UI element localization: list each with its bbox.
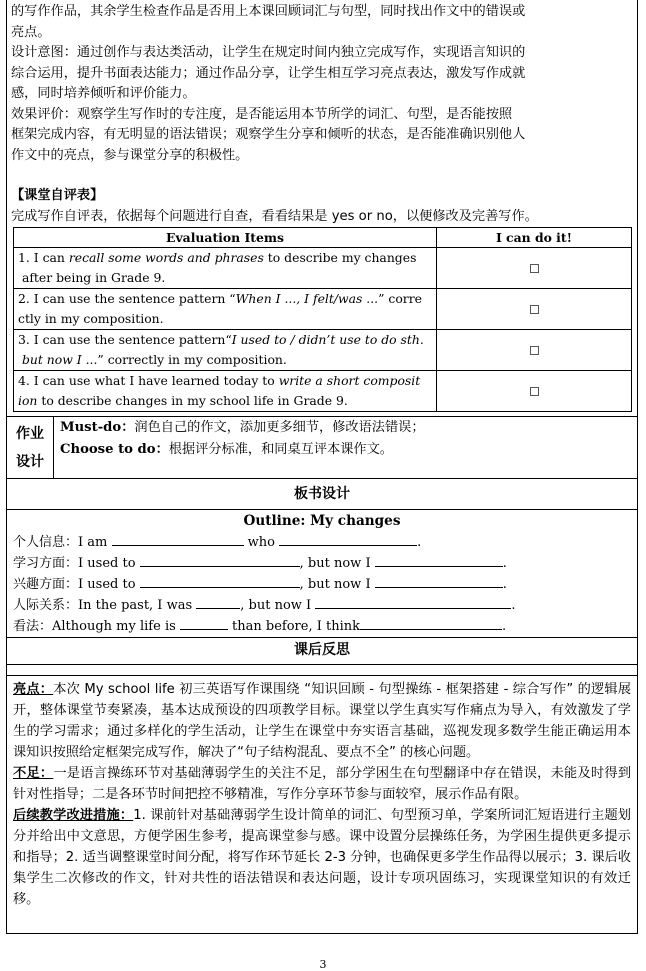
checkbox-icon[interactable] <box>530 305 539 314</box>
checkbox-icon[interactable] <box>530 346 539 355</box>
improvements-label: 后续教学改进措施： <box>13 808 134 823</box>
checkbox-cell-1[interactable] <box>437 248 632 289</box>
item-text: ” correctly in my composition. <box>97 352 287 367</box>
checkbox-cell-3[interactable] <box>437 330 632 371</box>
blank-field[interactable] <box>140 554 300 567</box>
reflection-highlights <box>13 679 631 763</box>
line-label: 看法： <box>13 619 53 634</box>
improvements-text: 1. 课前针对基础薄弱学生设计简单的词汇、句型预习单，学案所词汇短语进行主题划分并给出中文意思，方便学困生参考，提高课堂参与感。课中设置分层操练任务，为学困生提供更多提示和指导；2. 适当调整课堂时间分配，将写作环节延长 2-3 分钟，也确保更多学生作品得以展示；3. 课后收集学生二次修改的作文，针对共性的语法错误和表达问题，设计专项巩固练习，实现课堂知识的有效迁移。 <box>13 808 631 907</box>
highlights-label: 亮点： <box>13 682 54 697</box>
outline-line-personal: 个人信息：I am who . <box>13 535 422 550</box>
item-italic: write a short composit <box>278 373 421 388</box>
item-text: to describe my changes <box>263 250 417 265</box>
item-text: 1. I can <box>18 250 69 265</box>
reflection-title: 课后反思 <box>7 637 637 664</box>
item-text: after being in Grade 9. <box>21 270 166 285</box>
line-label: 兴趣方面： <box>13 577 79 592</box>
choose-to-do-text: 根据评分标准，和同桌互评本课作文。 <box>168 442 393 457</box>
line-text: , but now I <box>299 556 375 571</box>
item-italic: but now I ... <box>21 352 98 367</box>
item-italic: When I ..., I felt/was ... <box>235 291 379 306</box>
text-line: 感，同时培养倾听和评价能力。 <box>11 86 196 101</box>
text-line: 效果评价：观察学生写作时的专注度，是否能运用本节所学的词汇、句型，是否能按照 <box>11 106 513 122</box>
must-do-text: 润色自己的作文，添加更多细节，修改语法错误； <box>134 420 425 435</box>
blank-field[interactable] <box>360 617 502 630</box>
item-text: ctly in my composition. <box>18 311 164 326</box>
homework-label-line: 作业 <box>16 425 44 442</box>
eval-item-1 <box>14 248 437 289</box>
selfeval-title: 【课堂自评表】 <box>11 188 104 203</box>
item-text: to describe changes in my school life in Grade 9. <box>37 393 348 408</box>
item-italic: ion <box>18 393 38 408</box>
homework-label-line: 设计 <box>16 453 44 470</box>
blank-field[interactable] <box>315 596 511 609</box>
outline-line-opinion: 看法：Although my life is than before, I think . <box>13 619 507 634</box>
page-number: 3 <box>319 958 327 971</box>
item-text: ” corre <box>378 291 422 306</box>
eval-item-2 <box>14 289 437 330</box>
line-text: Although my life is <box>52 619 180 634</box>
line-text: I used to <box>78 556 140 571</box>
text-line: 框架完成内容，有无明显的语法错误；观察学生分享和倾听的状态，是否能准确识别他人 <box>11 127 526 142</box>
table-header-row <box>14 228 632 248</box>
eval-table-wrap <box>6 227 638 417</box>
reflection-body <box>7 675 637 933</box>
blank-field[interactable] <box>375 575 503 588</box>
board-section <box>6 479 638 934</box>
text-line: 亮点。 <box>11 24 51 40</box>
selfeval-instruction: 完成写作自评表，依据每个问题进行自查，看看结果是 yes or no，以便修改及完善写作。 <box>11 208 538 224</box>
outline-title: Outline: My changes <box>243 513 401 529</box>
activity-text <box>11 0 633 166</box>
highlights-text: 本次 My school life 初三英语写作课围绕 “知识回顾 - 句型操练 - 框架搭建 - 综合写作” 的逻辑展开，整体课堂节奏紧凑，基本达成预设的四项教学目标。课堂以学生真实写作痛点为导入，有效激发了学生的学习需求；通过多样化的学生活动，让学生在课堂中夯实语言基础，巡视发现多数学生能正确运用本课知识按照给定框架完成写作，解决了“句子结构混乱、要点不全” 的核心问题。 <box>13 682 632 760</box>
blank-field[interactable] <box>375 554 503 567</box>
table-row <box>14 248 632 289</box>
choose-to-do-label: Choose to do： <box>60 442 169 457</box>
homework-body <box>54 417 431 478</box>
line-text: , but now I <box>299 577 375 592</box>
board-title: 板书设计 <box>294 486 350 502</box>
outline-line-relationship: 人际关系：In the past, I was , but now I . <box>13 598 516 613</box>
item-italic: I used to / didn’t use to do sth. <box>231 332 424 347</box>
line-text: In the past, I was <box>78 598 197 613</box>
outline-line-study: 学习方面：I used to , but now I . <box>13 556 507 571</box>
line-label: 学习方面： <box>13 556 79 571</box>
blank-field[interactable] <box>279 533 417 546</box>
checkbox-icon[interactable] <box>530 387 539 396</box>
evaluation-table <box>13 227 632 412</box>
homework-label <box>7 417 54 478</box>
blank-field[interactable] <box>196 596 240 609</box>
line-text: who <box>243 535 280 550</box>
blank-field[interactable] <box>180 617 228 630</box>
checkbox-cell-2[interactable] <box>437 289 632 330</box>
text-line: 作文中的亮点，参与课堂分享的积极性。 <box>11 147 249 163</box>
must-do-label: Must-do： <box>60 420 135 435</box>
line-label: 个人信息： <box>13 535 79 550</box>
table-row <box>14 289 632 330</box>
text-line: 综合运用，提升书面表达能力；通过作品分享，让学生相互学习亮点表达，激发写作成就 <box>11 65 526 81</box>
checkbox-cell-4[interactable] <box>437 371 632 412</box>
table-row <box>14 371 632 412</box>
table-row <box>14 330 632 371</box>
shortcomings-label: 不足： <box>13 766 54 781</box>
text-line: 的写作作品，其余学生检查作品是否用上本课回顾词汇与句型，同时找出作文中的错误或 <box>11 4 526 19</box>
line-label: 人际关系： <box>13 598 79 613</box>
homework-section <box>6 417 638 479</box>
header-evaluation-items: Evaluation Items <box>14 228 437 248</box>
header-i-can-do-it: I can do it! <box>437 228 632 248</box>
line-text: , but now I <box>240 598 316 613</box>
text-line: 设计意图：通过创作与表达类活动，让学生在规定时间内独立完成写作，实现语言知识的 <box>11 45 526 60</box>
line-text: I am <box>78 535 112 550</box>
outline-line-interest: 兴趣方面：I used to , but now I . <box>13 577 507 592</box>
reflection-shortcomings <box>13 763 631 805</box>
checkbox-icon[interactable] <box>530 264 539 273</box>
activity-block <box>6 0 638 227</box>
eval-item-3 <box>14 330 437 371</box>
eval-item-4 <box>14 371 437 412</box>
item-text: 3. I can use the sentence pattern“ <box>18 332 232 347</box>
shortcomings-text: 一是语言操练环节对基础薄弱学生的关注不足，部分学困生在句型翻译中存在错误，未能及时得到针对性指导；二是各环节时间把控不够精准，写作分享环节参与面较窄，展示作品有限。 <box>13 766 632 802</box>
line-text: I used to <box>78 577 140 592</box>
reflection-improvements <box>13 805 631 910</box>
line-text: than before, I think <box>227 619 360 634</box>
item-text: 2. I can use the sentence pattern “ <box>18 291 236 306</box>
blank-field[interactable] <box>140 575 300 588</box>
item-italic: recall some words and phrases <box>68 250 264 265</box>
blank-field[interactable] <box>112 533 244 546</box>
item-text: 4. I can use what I have learned today to <box>18 373 279 388</box>
